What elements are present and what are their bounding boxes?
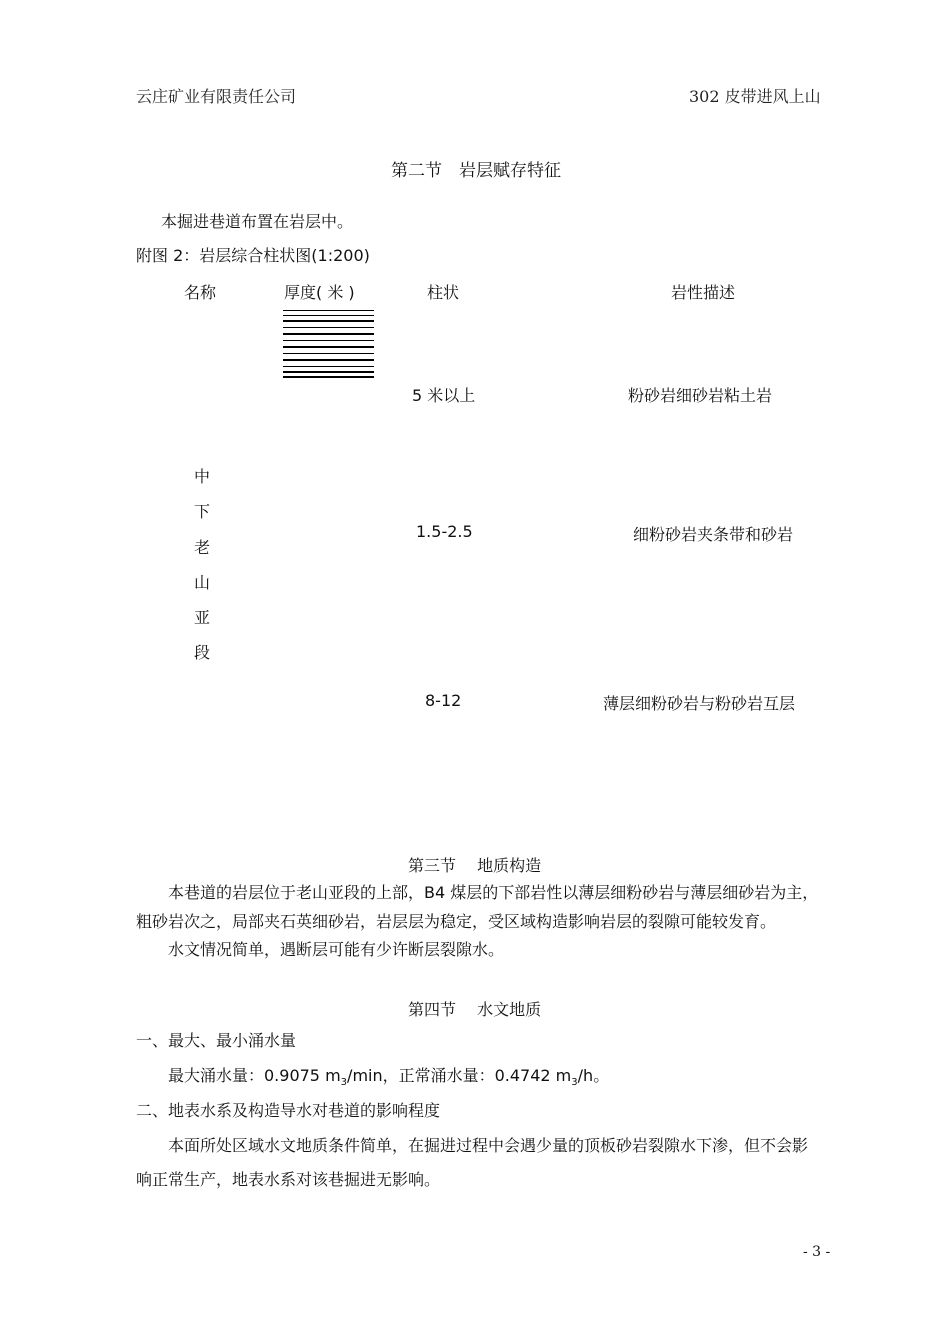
- flow-rate-normal: /min，正常涌水量：0.4742 m: [347, 1066, 572, 1085]
- row-2-thickness: 1.5-2.5: [416, 522, 473, 541]
- column-header-column: 柱状: [427, 283, 460, 302]
- name-char: 山: [193, 573, 210, 592]
- row-1-thickness: 5 米以上: [412, 386, 476, 405]
- section-3-paragraph-line-1: 本巷道的岩层位于老山亚段的上部，B4 煤层的下部岩性以薄层细粉砂岩与薄层细砂岩为主，: [168, 883, 819, 902]
- row-3-thickness: 8-12: [425, 691, 462, 710]
- section-4-title: 第四节 水文地质: [408, 1000, 542, 1019]
- flow-rate-line: [168, 1061, 609, 1098]
- header-company: 云庄矿业有限责任公司: [136, 87, 297, 106]
- name-char: 段: [193, 643, 210, 662]
- header-doc-title: 302 皮带进风上山: [689, 87, 821, 106]
- name-char: 老: [193, 538, 210, 557]
- section-3-paragraph-2: 水文情况简单，遇断层可能有少许断层裂隙水。: [168, 940, 505, 959]
- row-2-description: 细粉砂岩夹条带和砂岩: [633, 525, 794, 544]
- name-char: 中: [193, 467, 210, 486]
- flow-rate-max: 最大涌水量：0.9075 m: [168, 1066, 341, 1085]
- section-4-paragraph-line-1: 本面所处区域水文地质条件简单，在掘进过程中会遇少量的顶板砂岩裂隙水下渗，但不会影: [168, 1136, 809, 1155]
- subheading-surface-water: 二、地表水系及构造导水对巷道的影响程度: [136, 1101, 441, 1120]
- flow-unit-subscript: 3: [340, 1077, 348, 1089]
- name-char: 亚: [193, 608, 210, 627]
- flow-unit-subscript: 3: [571, 1077, 578, 1089]
- section-3-title: 第三节 地质构造: [408, 856, 542, 875]
- column-header-name: 名称: [184, 283, 217, 302]
- flow-rate-suffix: /h。: [577, 1066, 610, 1085]
- column-header-thickness: 厚度( 米 ): [284, 283, 355, 302]
- figure-caption: 附图 2：岩层综合柱状图(1:200): [136, 246, 370, 265]
- strata-column-pattern: [283, 310, 374, 378]
- section-2-paragraph: 本掘进巷道布置在岩层中。: [161, 212, 354, 231]
- section-3-paragraph-line-2: 粗砂岩次之，局部夹石英细砂岩，岩层层为稳定，受区域构造影响岩层的裂隙可能较发育。: [136, 912, 777, 931]
- name-char: 下: [193, 502, 210, 521]
- row-1-description: 粉砂岩细砂岩粘土岩: [628, 386, 773, 405]
- section-4-paragraph-line-2: 响正常生产，地表水系对该巷掘进无影响。: [136, 1170, 441, 1189]
- column-header-description: 岩性描述: [671, 283, 736, 302]
- section-2-title: 第二节 岩层赋存特征: [391, 161, 561, 181]
- row-3-description: 薄层细粉砂岩与粉砂岩互层: [603, 694, 796, 713]
- page-number: - 3 -: [803, 1244, 831, 1260]
- subheading-flow-rate: 一、最大、最小涌水量: [136, 1031, 297, 1050]
